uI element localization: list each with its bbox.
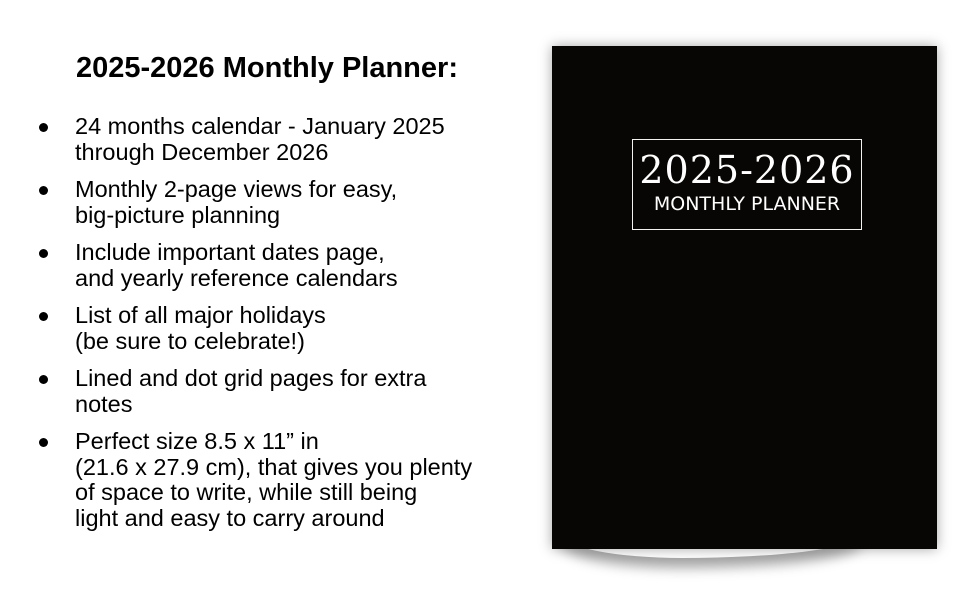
feature-text: (be sure to celebrate!) (75, 327, 305, 354)
feature-item (0, 177, 472, 228)
feature-text: List of all major holidays (75, 302, 326, 328)
page-title: 2025-2026 Monthly Planner: (76, 52, 458, 84)
feature-text: Monthly 2-page views for easy, (75, 176, 398, 202)
feature-text: 24 months calendar - January 2025 (75, 113, 445, 139)
feature-text: light and easy to carry around (75, 504, 385, 531)
cover-label (632, 139, 862, 230)
feature-item (0, 429, 472, 531)
feature-list (0, 114, 472, 543)
feature-text: Lined and dot grid pages for extra (75, 365, 427, 391)
bullet-icon (39, 249, 48, 258)
book-cover (552, 46, 937, 549)
cover-year-range: 2025-2026 (639, 148, 855, 192)
feature-item (0, 114, 472, 165)
feature-text: Perfect size 8.5 x 11” in (75, 428, 319, 454)
feature-item (0, 303, 472, 354)
feature-text: through December 2026 (75, 138, 329, 165)
feature-text: (21.6 x 27.9 cm), that gives you plenty (75, 453, 473, 480)
feature-text: of space to write, while still being (75, 479, 418, 505)
cover-subtitle: MONTHLY PLANNER (653, 193, 841, 215)
feature-item (0, 240, 472, 291)
feature-item (0, 366, 472, 417)
bullet-icon (39, 438, 48, 447)
feature-text: and yearly reference calendars (75, 264, 398, 291)
book-mockup (552, 46, 937, 549)
bullet-icon (39, 186, 48, 195)
bullet-icon (39, 312, 48, 321)
feature-text: Include important dates page, (75, 239, 385, 265)
bullet-icon (39, 123, 48, 132)
feature-text: big-picture planning (75, 201, 281, 228)
feature-text: notes (75, 390, 133, 417)
bullet-icon (39, 375, 48, 384)
